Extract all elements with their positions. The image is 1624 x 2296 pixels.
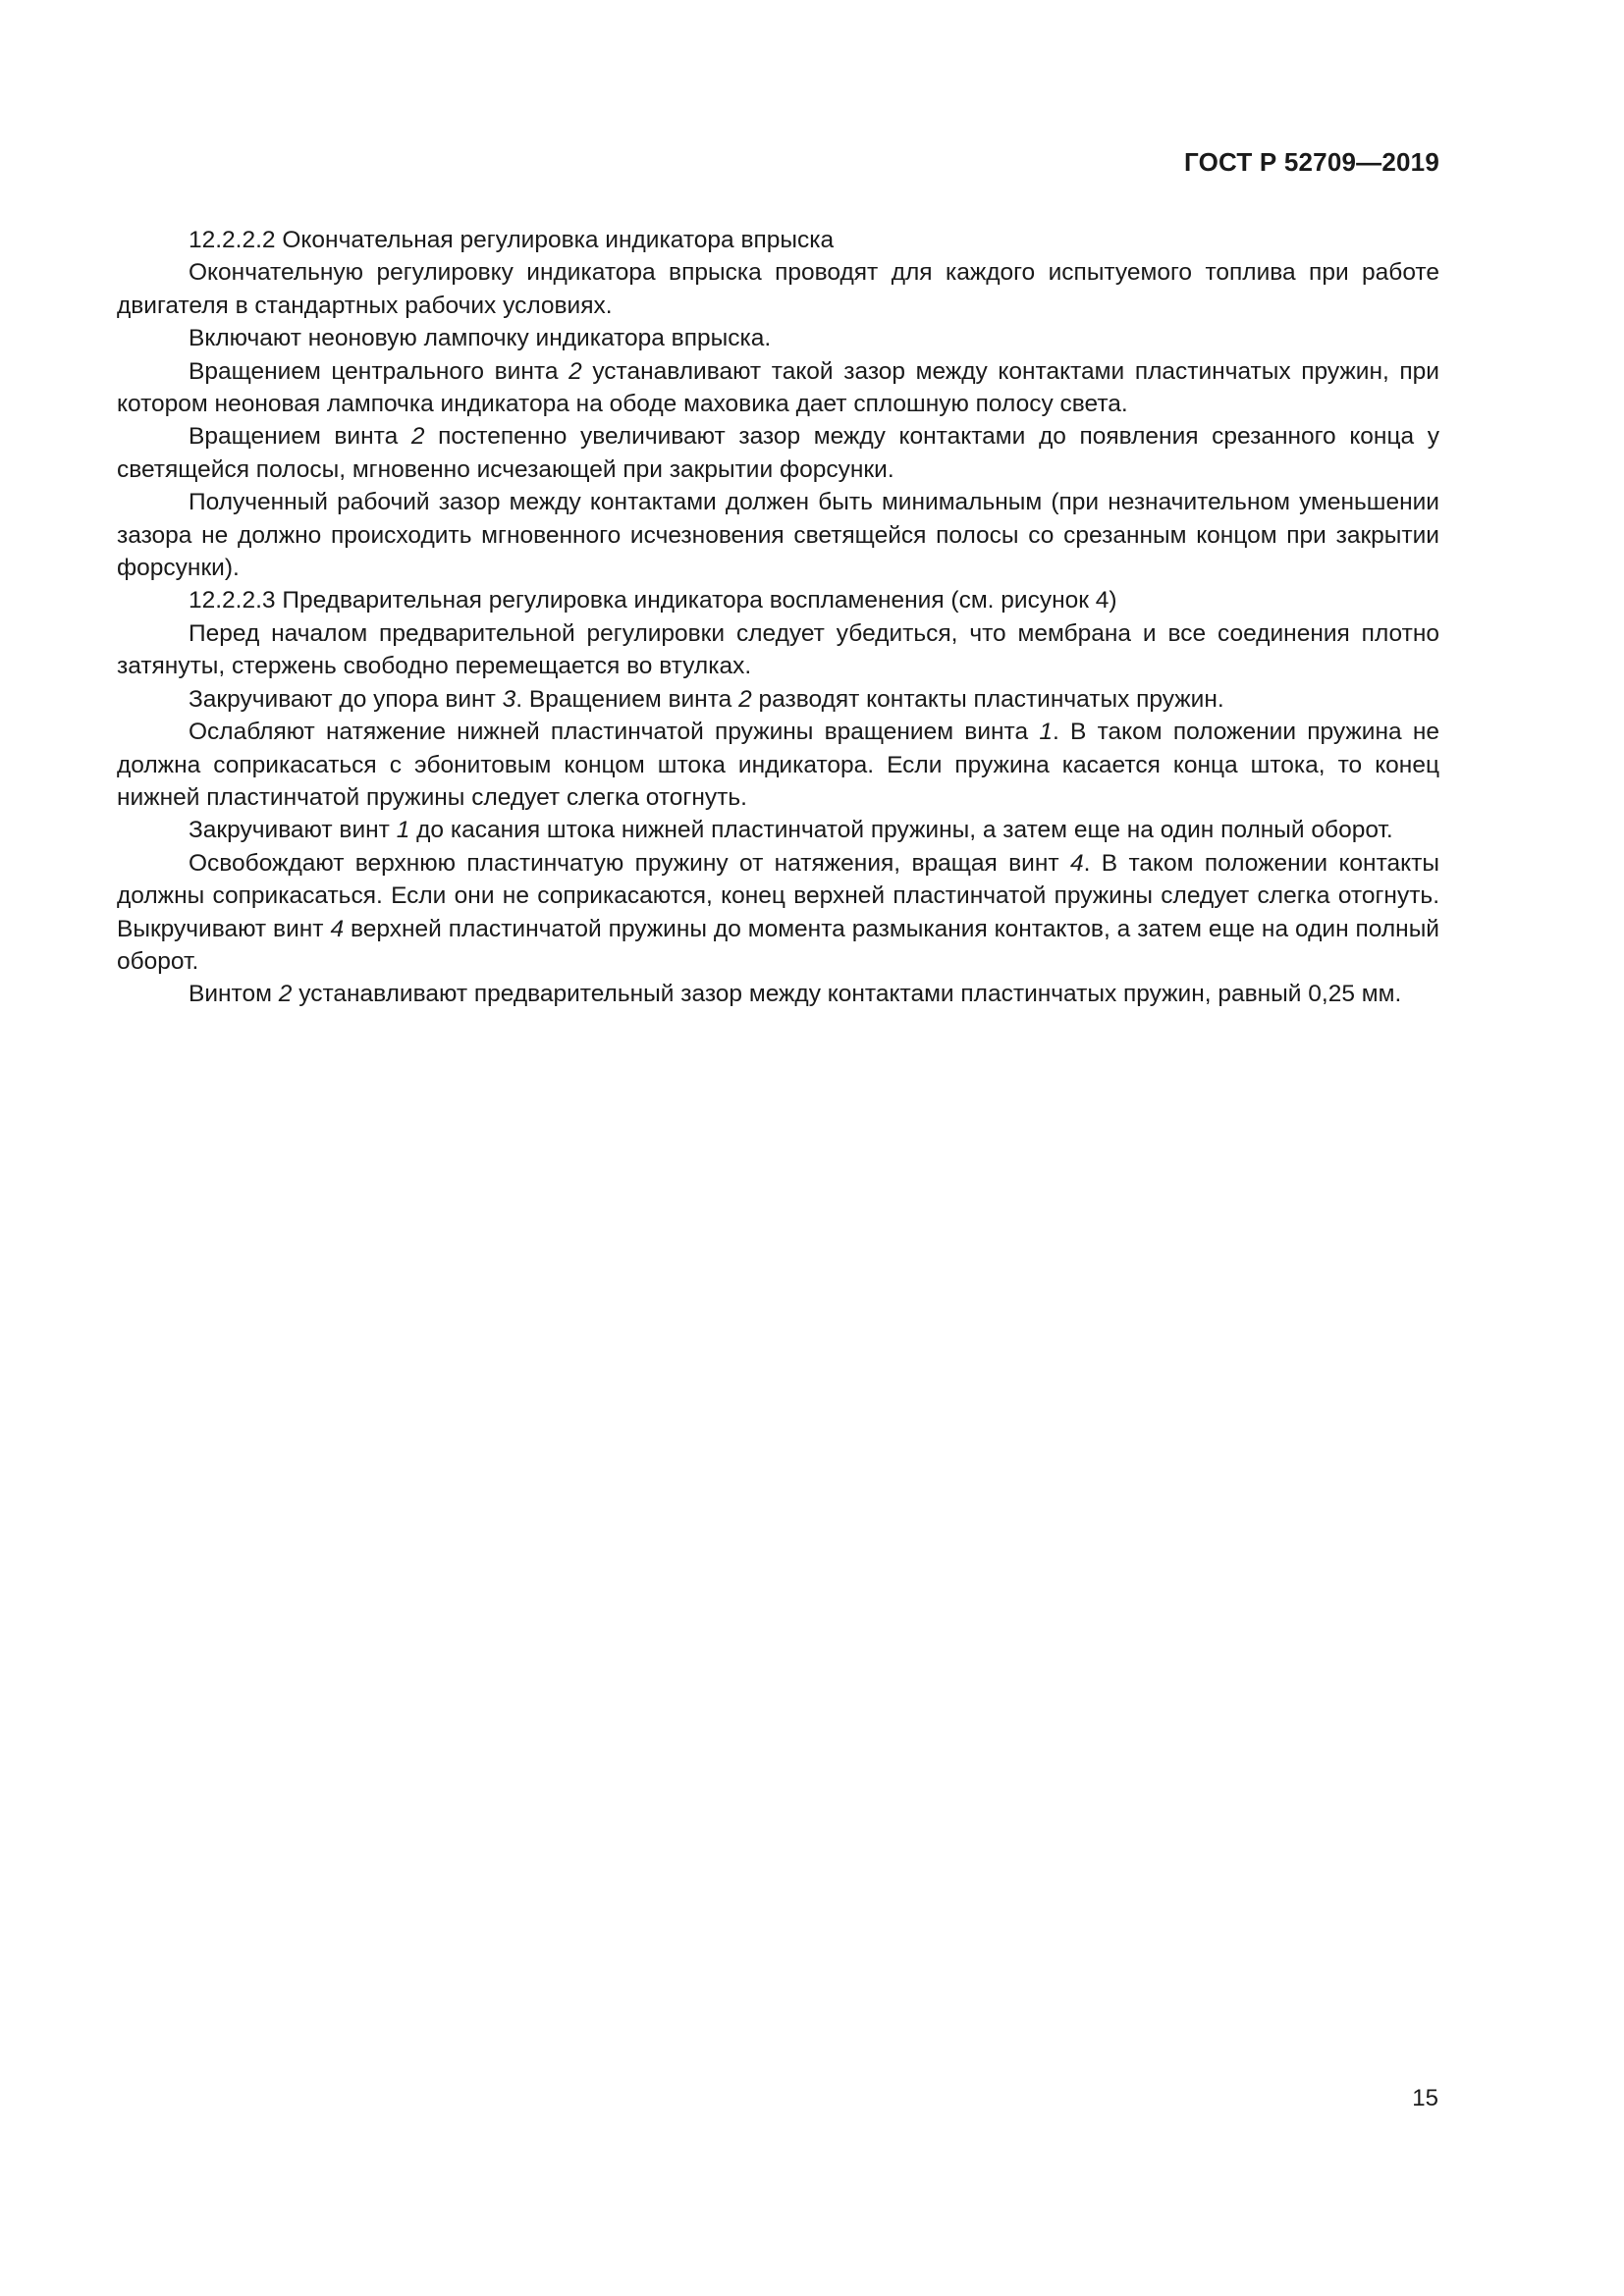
paragraph-text: . Вращением винта bbox=[515, 685, 739, 713]
screw-number: 1 bbox=[1039, 719, 1053, 746]
document-body bbox=[117, 224, 1439, 1011]
paragraph-text: Освобождают верхнюю пластинчатую пружину от натяжения, вращая винт bbox=[189, 849, 1070, 877]
screw-number: 4 bbox=[330, 915, 345, 942]
paragraph bbox=[117, 847, 1439, 979]
paragraph bbox=[117, 420, 1439, 486]
paragraph-text: верхней пластинчатой пружины до момента размыкания контактов, а затем еще на один полный оборот. bbox=[117, 915, 1439, 975]
screw-number: 2 bbox=[410, 423, 425, 451]
paragraph bbox=[117, 256, 1439, 322]
paragraph-text: Вращением винта bbox=[189, 423, 411, 451]
paragraph-text: Закручивают до упора винт bbox=[189, 685, 503, 713]
paragraph-text: Вращением центрального винта bbox=[189, 357, 569, 385]
paragraph-text: 12.2.2.2 Окончательная регулировка индикатора впрыска bbox=[189, 227, 835, 253]
paragraph bbox=[117, 683, 1439, 716]
paragraph-text: Винтом bbox=[189, 981, 279, 1008]
paragraph-text: . В таком положении контакты должны соприкасаться. Если они не соприкасаются, конец верхней пластинчатой пружины следует слегка отогнуть. Выкручивают винт bbox=[117, 849, 1439, 942]
paragraph bbox=[117, 814, 1439, 846]
screw-number: 2 bbox=[278, 981, 293, 1008]
paragraph bbox=[117, 978, 1439, 1010]
paragraph bbox=[117, 486, 1439, 584]
screw-number: 4 bbox=[1069, 849, 1084, 877]
document-header: ГОСТ Р 52709—2019 bbox=[1184, 147, 1439, 177]
paragraph bbox=[117, 322, 1439, 354]
paragraph-text: до касания штока нижней пластинчатой пружины, а затем еще на один полный оборот. bbox=[409, 817, 1393, 844]
screw-number: 3 bbox=[502, 685, 516, 713]
paragraph-text: устанавливают предварительный зазор между контактами пластинчатых пружин, равный 0,25 мм. bbox=[292, 981, 1402, 1008]
screw-number: 2 bbox=[738, 685, 752, 713]
paragraph-text: Окончательную регулировку индикатора впрыска проводят для каждого испытуемого топлива при работе двигателя в стандартных рабочих условиях. bbox=[117, 259, 1439, 319]
paragraph-text: Закручивают винт bbox=[189, 817, 397, 844]
paragraph-text: . В таком положении пружина не должна соприкасаться с эбонитовым концом штока индикатора. Если пружина касается конца штока, то конец нижней пластинчатой пружины следует слегка отогнуть. bbox=[117, 719, 1439, 811]
paragraph-text: Полученный рабочий зазор между контактами должен быть минимальным (при незначительном уменьшении зазора не должно происходить мгновенного исчезновения светящейся полосы со срезанным концом при закрытии форсунки). bbox=[117, 489, 1439, 582]
screw-number: 1 bbox=[396, 817, 410, 844]
paragraph bbox=[117, 584, 1439, 616]
paragraph-text: Включают неоновую лампочку индикатора впрыска. bbox=[189, 325, 772, 352]
paragraph-text: разводят контакты пластинчатых пружин. bbox=[751, 685, 1224, 713]
paragraph bbox=[117, 617, 1439, 683]
paragraph-text: Перед началом предварительной регулировки следует убедиться, что мембрана и все соединения плотно затянуты, стержень свободно перемещается во втулках. bbox=[117, 619, 1439, 680]
paragraph-text: 12.2.2.3 Предварительная регулировка индикатора воспламенения (см. рисунок 4) bbox=[189, 587, 1117, 614]
paragraph bbox=[117, 716, 1439, 814]
page-number: 15 bbox=[1412, 2085, 1438, 2111]
paragraph-text: Ослабляют натяжение нижней пластинчатой пружины вращением винта bbox=[189, 719, 1040, 746]
paragraph-text: постепенно увеличивают зазор между контактами до появления срезанного конца у светящейся полосы, мгновенно исчезающей при закрытии форсунки. bbox=[117, 423, 1440, 483]
paragraph bbox=[117, 224, 1439, 256]
paragraph-text: устанавливают такой зазор между контактами пластинчатых пружин, при котором неоновая лампочка индикатора на ободе маховика дает сплошную полосу света. bbox=[117, 357, 1439, 418]
screw-number: 2 bbox=[568, 357, 582, 385]
paragraph bbox=[117, 355, 1439, 421]
